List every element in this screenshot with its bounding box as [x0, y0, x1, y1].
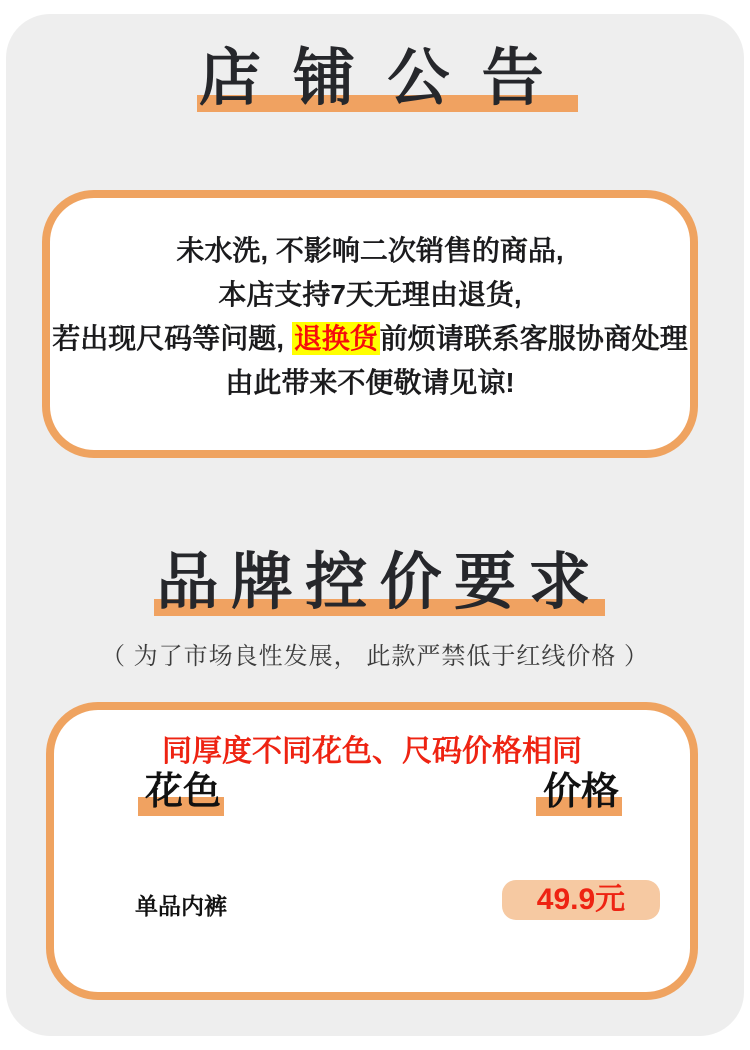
- brand-price-control-title: [0, 550, 750, 617]
- notice-line-3-suffix: 前烦请联系客服协商处理: [379, 323, 688, 354]
- table-row-item-name: 单品内裤: [135, 893, 227, 919]
- price-control-subtitle: （ 为了市场良性发展， 此款严禁低于红线价格 ）: [100, 643, 649, 670]
- notice-line-4: 由此带来不便敬请见谅!: [225, 367, 515, 398]
- price-table-heading: 同厚度不同花色、尺码价格相同: [162, 735, 582, 768]
- notice-box: [42, 190, 698, 458]
- column-header-pattern: 花色: [145, 771, 222, 813]
- table-row-price-badge: 49.9元: [502, 880, 660, 920]
- return-exchange-highlight: 退换货: [293, 323, 378, 354]
- column-header-price: 价格: [543, 771, 620, 813]
- notice-line-3: [50, 317, 690, 361]
- store-announcement-title-text: 店铺公告: [198, 44, 576, 113]
- notice-line-3-prefix: 若出现尺码等问题,: [52, 323, 292, 354]
- brand-price-control-title-text: 品牌控价要求: [156, 548, 603, 617]
- notice-line-1: 未水洗, 不影响二次销售的商品,: [176, 235, 564, 266]
- store-announcement-title: [0, 46, 750, 113]
- price-table-box: [46, 702, 698, 1000]
- notice-line-2: 本店支持7天无理由退货,: [218, 279, 522, 310]
- notice-text: [50, 198, 690, 405]
